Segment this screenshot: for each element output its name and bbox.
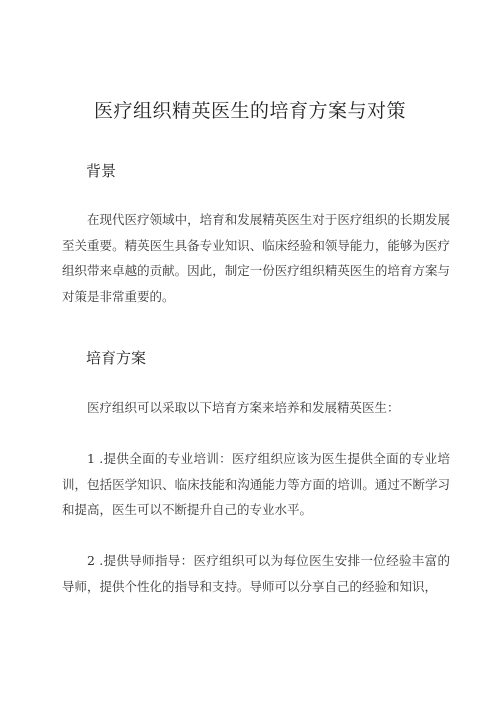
training-intro-paragraph: 医疗组织可以采取以下培育方案来培养和发展精英医生： (87, 400, 400, 415)
training-item-1-paragraph: 1 .提供全面的专业培训：医疗组织应该为医生提供全面的专业培训，包括医学知识、临床技能和沟通能力等方面的培训。通过不断学习和提高，医生可以不断提升自己的专业水平。 (62, 451, 450, 517)
section-heading-training-plan: 培育方案 (86, 349, 147, 367)
document-title: 医疗组织精英医生的培育方案与对策 (93, 100, 406, 122)
section-heading-background: 背景 (86, 162, 117, 180)
training-item-2-paragraph: 2 .提供导师指导：医疗组织可以为每位医生安排一位经验丰富的导师，提供个性化的指导和支持。导师可以分享自己的经验和知识， (62, 553, 450, 594)
background-paragraph: 在现代医疗领域中，培育和发展精英医生对于医疗组织的长期发展至关重要。精英医生具备专业知识、临床经验和领导能力，能够为医疗组织带来卓越的贡献。因此，制定一份医疗组织精英医生的培育方案与对策是非常重要的。 (62, 212, 450, 304)
